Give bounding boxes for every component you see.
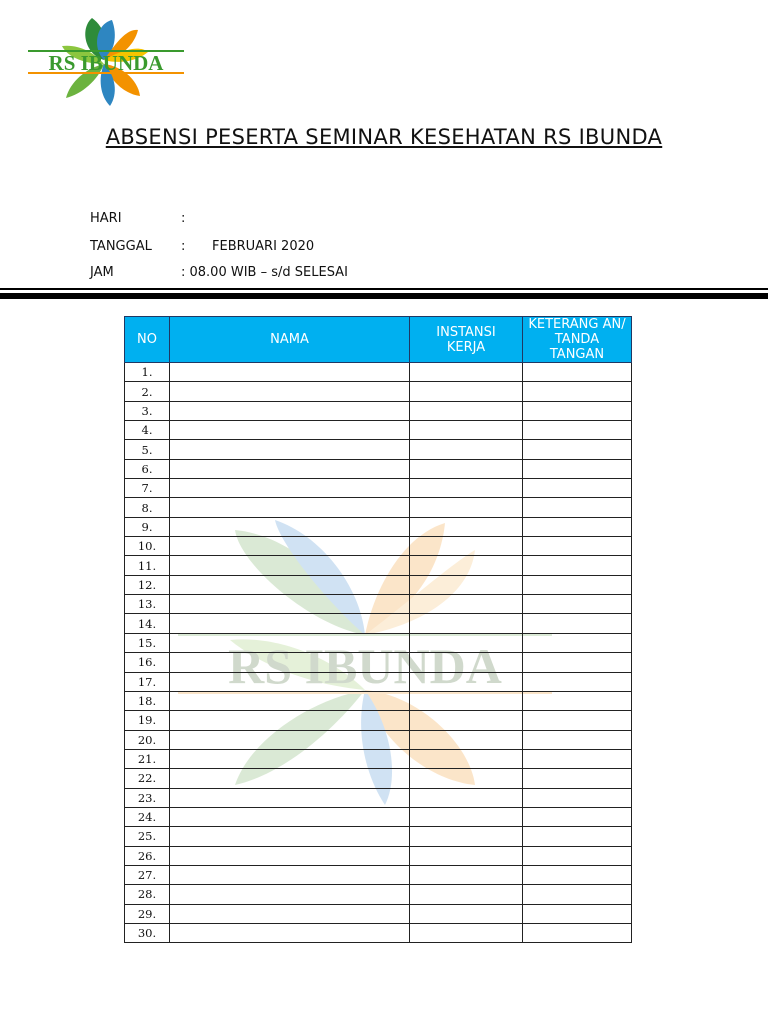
row-number: 28.	[125, 885, 170, 904]
row-number: 3.	[125, 401, 170, 420]
row-number: 1.	[125, 363, 170, 382]
table-row	[125, 730, 632, 749]
nama-cell[interactable]	[170, 498, 410, 517]
row-number: 23.	[125, 788, 170, 807]
row-number: 6.	[125, 459, 170, 478]
row-number: 4.	[125, 421, 170, 440]
table-row	[125, 749, 632, 768]
keterangan-cell[interactable]	[523, 479, 632, 498]
instansi-cell[interactable]	[410, 459, 523, 478]
instansi-cell[interactable]	[410, 730, 523, 749]
instansi-cell[interactable]	[410, 749, 523, 768]
table-row	[125, 537, 632, 556]
keterangan-cell[interactable]	[523, 711, 632, 730]
keterangan-cell[interactable]	[523, 691, 632, 710]
keterangan-cell[interactable]	[523, 614, 632, 633]
nama-cell[interactable]	[170, 923, 410, 942]
keterangan-cell[interactable]	[523, 827, 632, 846]
table-row	[125, 517, 632, 536]
row-number: 21.	[125, 749, 170, 768]
keterangan-cell[interactable]	[523, 575, 632, 594]
table-row	[125, 923, 632, 942]
instansi-cell[interactable]	[410, 382, 523, 401]
table-row	[125, 401, 632, 420]
keterangan-cell[interactable]	[523, 904, 632, 923]
row-number: 22.	[125, 769, 170, 788]
row-number: 10.	[125, 537, 170, 556]
nama-cell[interactable]	[170, 749, 410, 768]
nama-cell[interactable]	[170, 865, 410, 884]
row-number: 24.	[125, 807, 170, 826]
nama-cell[interactable]	[170, 363, 410, 382]
instansi-cell[interactable]	[410, 788, 523, 807]
info-label-hari: HARI	[90, 211, 122, 226]
keterangan-cell[interactable]	[523, 923, 632, 942]
table-row	[125, 846, 632, 865]
instansi-cell[interactable]	[410, 498, 523, 517]
row-number: 17.	[125, 672, 170, 691]
instansi-cell[interactable]	[410, 769, 523, 788]
row-number: 18.	[125, 691, 170, 710]
table-row	[125, 575, 632, 594]
nama-cell[interactable]	[170, 614, 410, 633]
table-row	[125, 595, 632, 614]
nama-cell[interactable]	[170, 595, 410, 614]
keterangan-cell[interactable]	[523, 885, 632, 904]
info-value-tanggal: FEBRUARI 2020	[212, 239, 315, 254]
instansi-cell[interactable]	[410, 691, 523, 710]
keterangan-cell[interactable]	[523, 769, 632, 788]
row-number: 13.	[125, 595, 170, 614]
nama-cell[interactable]	[170, 382, 410, 401]
instansi-cell[interactable]	[410, 711, 523, 730]
instansi-cell[interactable]	[410, 672, 523, 691]
info-value-jam: : 08.00 WIB – s/d SELESAI	[181, 265, 348, 280]
instansi-cell[interactable]	[410, 827, 523, 846]
instansi-cell[interactable]	[410, 363, 523, 382]
row-number: 5.	[125, 440, 170, 459]
table-row	[125, 653, 632, 672]
keterangan-cell[interactable]	[523, 653, 632, 672]
nama-cell[interactable]	[170, 479, 410, 498]
instansi-cell[interactable]	[410, 923, 523, 942]
table-body	[125, 363, 632, 943]
row-number: 9.	[125, 517, 170, 536]
table-row	[125, 672, 632, 691]
attendance-table	[124, 316, 632, 943]
table-row	[125, 711, 632, 730]
nama-cell[interactable]	[170, 846, 410, 865]
table-row	[125, 807, 632, 826]
row-number: 26.	[125, 846, 170, 865]
header-keterangan: KETERANG AN/ TANDA TANGAN	[523, 317, 632, 363]
instansi-cell[interactable]	[410, 846, 523, 865]
table-row	[125, 421, 632, 440]
header-no: NO	[125, 317, 170, 363]
instansi-cell[interactable]	[410, 401, 523, 420]
nama-cell[interactable]	[170, 459, 410, 478]
keterangan-cell[interactable]	[523, 595, 632, 614]
table-row	[125, 498, 632, 517]
row-number: 29.	[125, 904, 170, 923]
nama-cell[interactable]	[170, 730, 410, 749]
instansi-cell[interactable]	[410, 595, 523, 614]
nama-cell[interactable]	[170, 711, 410, 730]
nama-cell[interactable]	[170, 556, 410, 575]
info-label-tanggal: TANGGAL	[90, 239, 152, 254]
row-number: 27.	[125, 865, 170, 884]
info-label-jam: JAM	[90, 265, 114, 280]
nama-cell[interactable]	[170, 575, 410, 594]
row-number: 19.	[125, 711, 170, 730]
row-number: 25.	[125, 827, 170, 846]
instansi-cell[interactable]	[410, 556, 523, 575]
instansi-cell[interactable]	[410, 633, 523, 652]
table-row	[125, 788, 632, 807]
table-row	[125, 691, 632, 710]
instansi-cell[interactable]	[410, 904, 523, 923]
instansi-cell[interactable]	[410, 440, 523, 459]
keterangan-cell[interactable]	[523, 788, 632, 807]
nama-cell[interactable]	[170, 788, 410, 807]
keterangan-cell[interactable]	[523, 846, 632, 865]
nama-cell[interactable]	[170, 537, 410, 556]
header-instansi: INSTANSI KERJA	[410, 317, 523, 363]
nama-cell[interactable]	[170, 807, 410, 826]
divider-thick	[0, 293, 768, 299]
row-number: 7.	[125, 479, 170, 498]
row-number: 15.	[125, 633, 170, 652]
instansi-cell[interactable]	[410, 421, 523, 440]
keterangan-cell[interactable]	[523, 865, 632, 884]
keterangan-cell[interactable]	[523, 556, 632, 575]
info-sep-hari: :	[181, 211, 186, 226]
keterangan-cell[interactable]	[523, 401, 632, 420]
row-number: 14.	[125, 614, 170, 633]
instansi-cell[interactable]	[410, 575, 523, 594]
watermark-text: RS IBUNDA	[228, 638, 502, 694]
rs-ibunda-logo	[22, 14, 186, 110]
table-row	[125, 614, 632, 633]
row-number: 2.	[125, 382, 170, 401]
table-row	[125, 904, 632, 923]
instansi-cell[interactable]	[410, 865, 523, 884]
nama-cell[interactable]	[170, 421, 410, 440]
nama-cell[interactable]	[170, 691, 410, 710]
nama-cell[interactable]	[170, 885, 410, 904]
keterangan-cell[interactable]	[523, 807, 632, 826]
page-title: ABSENSI PESERTA SEMINAR KESEHATAN RS IBUNDA	[105, 125, 663, 149]
table-header-row	[125, 317, 632, 363]
nama-cell[interactable]	[170, 904, 410, 923]
nama-cell[interactable]	[170, 517, 410, 536]
keterangan-cell[interactable]	[523, 459, 632, 478]
keterangan-cell[interactable]	[523, 498, 632, 517]
nama-cell[interactable]	[170, 440, 410, 459]
nama-cell[interactable]	[170, 633, 410, 652]
row-number: 11.	[125, 556, 170, 575]
instansi-cell[interactable]	[410, 653, 523, 672]
table-row	[125, 479, 632, 498]
divider-thin	[0, 288, 768, 290]
info-sep-tanggal: :	[181, 239, 186, 254]
keterangan-cell[interactable]	[523, 421, 632, 440]
table-row	[125, 440, 632, 459]
nama-cell[interactable]	[170, 401, 410, 420]
table-row	[125, 633, 632, 652]
table-row	[125, 769, 632, 788]
keterangan-cell[interactable]	[523, 749, 632, 768]
keterangan-cell[interactable]	[523, 440, 632, 459]
table-row	[125, 885, 632, 904]
keterangan-cell[interactable]	[523, 382, 632, 401]
row-number: 8.	[125, 498, 170, 517]
instansi-cell[interactable]	[410, 517, 523, 536]
header-nama: NAMA	[170, 317, 410, 363]
table-row	[125, 556, 632, 575]
table-row	[125, 827, 632, 846]
row-number: 20.	[125, 730, 170, 749]
instansi-cell[interactable]	[410, 479, 523, 498]
row-number: 12.	[125, 575, 170, 594]
keterangan-cell[interactable]	[523, 537, 632, 556]
row-number: 16.	[125, 653, 170, 672]
instansi-cell[interactable]	[410, 614, 523, 633]
keterangan-cell[interactable]	[523, 363, 632, 382]
instansi-cell[interactable]	[410, 537, 523, 556]
logo-text: RS IBUNDA	[48, 51, 164, 75]
nama-cell[interactable]	[170, 672, 410, 691]
nama-cell[interactable]	[170, 653, 410, 672]
instansi-cell[interactable]	[410, 807, 523, 826]
nama-cell[interactable]	[170, 827, 410, 846]
table-row	[125, 459, 632, 478]
table-row	[125, 363, 632, 382]
keterangan-cell[interactable]	[523, 672, 632, 691]
table-row	[125, 382, 632, 401]
keterangan-cell[interactable]	[523, 517, 632, 536]
table-row	[125, 865, 632, 884]
row-number: 30.	[125, 923, 170, 942]
keterangan-cell[interactable]	[523, 633, 632, 652]
keterangan-cell[interactable]	[523, 730, 632, 749]
nama-cell[interactable]	[170, 769, 410, 788]
instansi-cell[interactable]	[410, 885, 523, 904]
